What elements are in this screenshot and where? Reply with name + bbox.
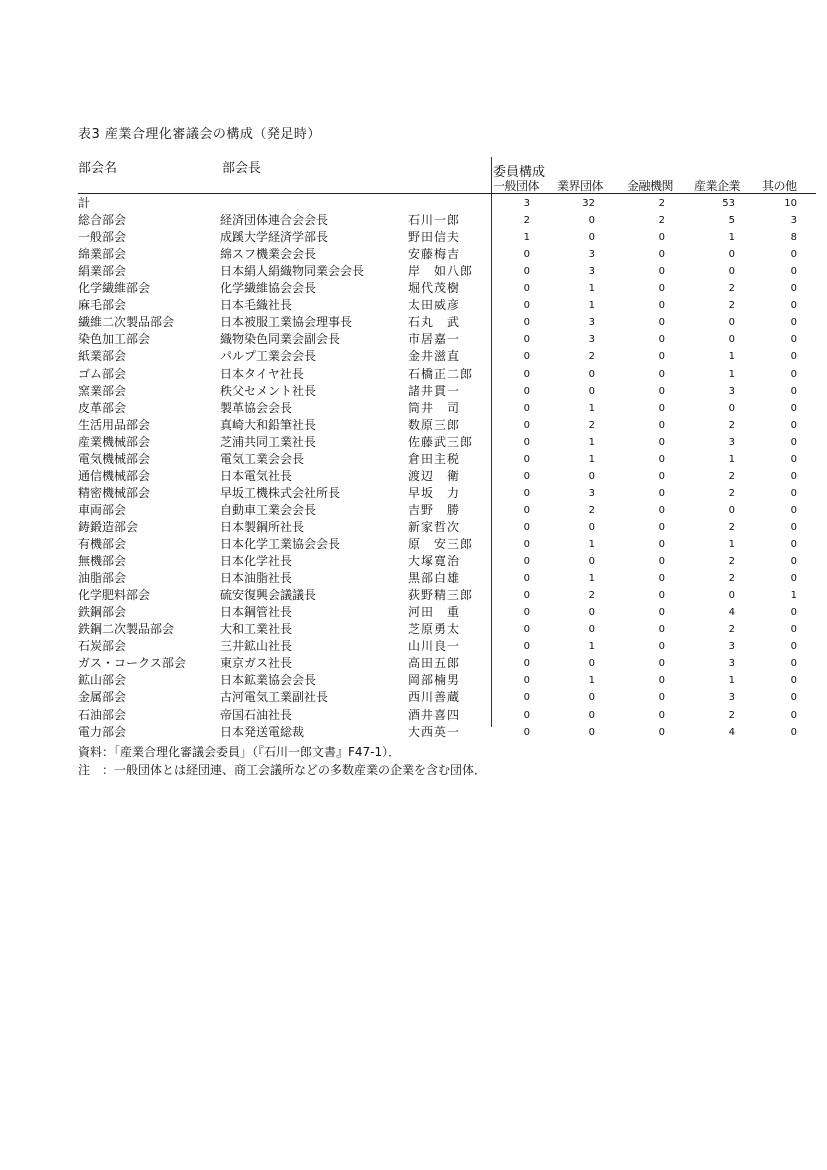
member-count: 0	[790, 419, 797, 431]
buchou-name: 金井滋直	[408, 349, 461, 364]
member-count: 8	[790, 232, 797, 244]
buchou-title: 日本鋼管社長	[220, 605, 293, 620]
member-count: 0	[588, 726, 595, 738]
member-count: 0	[728, 590, 735, 602]
bukai-name: 石油部会	[78, 707, 127, 722]
member-count: 0	[523, 521, 530, 533]
member-count: 3	[588, 334, 595, 346]
member-count: 0	[523, 658, 530, 670]
member-count: 0	[523, 556, 530, 568]
member-count: 0	[658, 266, 665, 278]
member-count: 0	[588, 692, 595, 704]
table-title: 表3 産業合理化審議会の構成（発足時）	[78, 127, 321, 142]
header-buchou: 部会長	[222, 161, 262, 176]
member-count: 0	[790, 641, 797, 653]
buchou-name: 早坂 力	[408, 485, 461, 500]
member-count: 0	[658, 368, 665, 380]
member-count: 0	[658, 249, 665, 261]
bukai-name: 電力部会	[78, 724, 127, 739]
buchou-name: 堀代茂樹	[408, 281, 461, 296]
member-count: 0	[523, 283, 530, 295]
member-count: 3	[588, 249, 595, 261]
column-divider	[491, 157, 492, 727]
member-count: 1	[588, 283, 595, 295]
buchou-title: 帝国石油社長	[220, 707, 293, 722]
member-count: 0	[790, 709, 797, 721]
header-bukai: 部会名	[78, 161, 118, 176]
buchou-title: 三井鉱山社長	[220, 639, 293, 654]
member-count: 0	[790, 658, 797, 670]
member-count: 0	[790, 266, 797, 278]
member-count: 0	[523, 300, 530, 312]
bukai-name: 通信機械部会	[78, 468, 151, 483]
member-count: 0	[658, 402, 665, 414]
buchou-name: 吉野 勝	[408, 502, 461, 517]
bukai-name: 精密機械部会	[78, 485, 151, 500]
member-count: 0	[790, 436, 797, 448]
member-count: 2	[728, 709, 735, 721]
member-count: 0	[658, 317, 665, 329]
member-count: 0	[790, 504, 797, 516]
bukai-name: 有機部会	[78, 537, 127, 551]
bukai-name: 油脂部会	[78, 571, 127, 586]
header-col-ippan: 一般団体	[493, 179, 540, 193]
bukai-name: 繊維二次製品部会	[78, 315, 175, 330]
member-count: 0	[523, 726, 530, 738]
buchou-name: 芝原勇太	[408, 622, 461, 637]
buchou-title: 日本被服工業協会理事長	[220, 315, 353, 330]
buchou-title: 硫安復興会議議長	[220, 588, 317, 603]
member-count: 0	[790, 470, 797, 482]
member-count: 0	[523, 453, 530, 465]
member-count: 0	[523, 368, 530, 380]
member-count: 0	[523, 249, 530, 261]
total-value: 32	[582, 198, 595, 209]
member-count: 0	[588, 658, 595, 670]
buchou-name: 倉田主税	[408, 451, 461, 466]
member-count: 0	[728, 402, 735, 414]
member-count: 0	[790, 607, 797, 619]
buchou-title: 大和工業社長	[220, 622, 293, 637]
member-count: 0	[588, 215, 595, 227]
member-count: 0	[523, 351, 530, 363]
buchou-name: 原 安三郎	[408, 537, 474, 551]
member-count: 0	[523, 436, 530, 448]
member-count: 0	[790, 556, 797, 568]
bukai-name: 産業機械部会	[78, 434, 151, 449]
member-count: 1	[588, 453, 595, 465]
member-count: 1	[790, 590, 797, 602]
member-count: 0	[588, 232, 595, 244]
member-count: 0	[588, 709, 595, 721]
bukai-name: 金属部会	[78, 690, 127, 705]
member-count: 0	[658, 675, 665, 687]
member-count: 2	[588, 419, 595, 431]
member-count: 0	[523, 317, 530, 329]
member-count: 0	[658, 709, 665, 721]
member-count: 3	[588, 487, 595, 499]
member-count: 0	[728, 317, 735, 329]
member-count: 3	[728, 385, 735, 397]
bukai-name: 鉄鋼部会	[78, 605, 127, 620]
total-value: 10	[784, 198, 797, 209]
member-count: 3	[728, 436, 735, 448]
member-count: 1	[588, 641, 595, 653]
member-count: 0	[523, 590, 530, 602]
member-count: 0	[523, 402, 530, 414]
member-count: 0	[658, 539, 665, 550]
buchou-title: 日本電気社長	[220, 468, 293, 483]
bukai-name: 鋳鍛造部会	[78, 519, 139, 534]
member-count: 3	[728, 692, 735, 704]
member-count: 0	[523, 539, 530, 550]
bukai-name: 生活用品部会	[78, 417, 151, 432]
bukai-name: ゴム部会	[78, 366, 127, 381]
buchou-title: 日本絹人絹織物同業会会長	[220, 264, 365, 279]
member-count: 0	[790, 249, 797, 261]
member-count: 3	[588, 266, 595, 278]
member-count: 0	[658, 590, 665, 602]
member-count: 1	[588, 436, 595, 448]
buchou-name: 太田威彦	[408, 298, 461, 313]
member-count: 2	[588, 504, 595, 516]
member-count: 0	[790, 385, 797, 397]
member-count: 0	[523, 470, 530, 482]
buchou-title: パルプ工業会会長	[220, 349, 317, 364]
member-count: 0	[790, 334, 797, 346]
buchou-name: 岸 如八郎	[408, 264, 474, 279]
member-count: 0	[790, 487, 797, 499]
member-count: 1	[588, 402, 595, 414]
member-count: 2	[523, 215, 530, 227]
member-count: 0	[790, 453, 797, 465]
buchou-name: 河田 重	[408, 605, 461, 620]
footnote: 注 ：一般団体とは経団連、商工会議所などの多数産業の企業を含む団体．	[78, 763, 487, 777]
bukai-name: 染色加工部会	[78, 332, 151, 347]
member-count: 0	[658, 470, 665, 482]
buchou-title: 日本油脂社長	[220, 571, 293, 586]
header-col-kigyo: 産業企業	[694, 179, 741, 193]
member-count: 2	[728, 487, 735, 499]
member-count: 0	[658, 453, 665, 465]
buchou-name: 酒井喜四	[408, 707, 461, 722]
member-count: 0	[790, 539, 797, 550]
member-count: 0	[588, 368, 595, 380]
member-count: 2	[728, 624, 735, 636]
member-count: 1	[588, 675, 595, 687]
bukai-name: 総合部会	[78, 213, 127, 228]
bukai-name: 皮革部会	[78, 400, 127, 415]
source-note: 資料：「産業合理化審議会委員」（『石川一郎文書』F47-1）．	[78, 745, 401, 759]
member-count: 3	[790, 215, 797, 227]
member-count: 0	[588, 385, 595, 397]
total-value: 3	[523, 198, 530, 209]
member-count: 0	[588, 521, 595, 533]
bukai-name: 一般部会	[78, 230, 127, 245]
member-count: 1	[588, 539, 595, 550]
member-count: 0	[523, 692, 530, 704]
buchou-name: 数原三郎	[408, 417, 461, 432]
header-col-sonota: 其の他	[762, 179, 797, 193]
member-count: 0	[658, 573, 665, 585]
member-count: 3	[588, 317, 595, 329]
header-col-kinyu: 金融機関	[627, 179, 674, 193]
member-count: 0	[658, 436, 665, 448]
member-count: 0	[658, 232, 665, 244]
bukai-name: 無機部会	[78, 554, 127, 569]
buchou-name: 岡部楠男	[408, 673, 461, 688]
member-count: 2	[728, 283, 735, 295]
buchou-name: 石川一郎	[408, 213, 461, 228]
member-count: 0	[523, 709, 530, 721]
member-count: 0	[790, 351, 797, 363]
buchou-title: 自動車工業会会長	[220, 502, 317, 517]
bukai-name: 絹業部会	[78, 264, 127, 279]
member-count: 0	[523, 641, 530, 653]
buchou-name: 渡辺 衛	[408, 468, 461, 483]
buchou-title: 織物染色同業会副会長	[220, 332, 341, 347]
member-count: 0	[523, 624, 530, 636]
buchou-name: 安藤梅吉	[408, 247, 461, 262]
member-count: 0	[658, 487, 665, 499]
header-iin-kousei: 委員構成	[493, 165, 546, 180]
bukai-name: 化学繊維部会	[78, 281, 151, 296]
buchou-title: 日本毛織社長	[220, 298, 293, 313]
member-count: 2	[728, 573, 735, 585]
bukai-name: 綿業部会	[78, 247, 127, 262]
buchou-title: 日本タイヤ社長	[220, 366, 304, 381]
member-count: 4	[728, 726, 735, 738]
buchou-name: 大西英一	[408, 724, 461, 739]
buchou-name: 荻野精三郎	[408, 588, 474, 603]
bukai-name: ガス・コークス部会	[78, 656, 186, 671]
member-count: 0	[523, 334, 530, 346]
member-count: 4	[728, 607, 735, 619]
member-count: 0	[523, 266, 530, 278]
member-count: 1	[588, 300, 595, 312]
buchou-name: 新家哲次	[408, 519, 461, 534]
bukai-name: 鉱山部会	[78, 673, 127, 688]
buchou-name: 石橋正二郎	[408, 366, 474, 381]
member-count: 0	[658, 726, 665, 738]
member-count: 2	[728, 419, 735, 431]
buchou-title: 東京ガス社長	[220, 656, 293, 671]
total-label: 計	[78, 196, 91, 210]
member-count: 0	[523, 487, 530, 499]
member-count: 0	[728, 504, 735, 516]
member-count: 0	[728, 249, 735, 261]
buchou-title: 成蹊大学経済学部長	[220, 230, 329, 245]
buchou-name: 諸井貫一	[408, 383, 461, 398]
member-count: 0	[588, 607, 595, 619]
member-count: 0	[790, 368, 797, 380]
member-count: 0	[658, 521, 665, 533]
member-count: 1	[728, 351, 735, 363]
buchou-title: 日本発送電総裁	[220, 724, 305, 739]
member-count: 0	[658, 556, 665, 568]
member-count: 0	[523, 607, 530, 619]
member-count: 1	[728, 453, 735, 465]
total-value: 2	[658, 198, 665, 209]
member-count: 0	[790, 521, 797, 533]
buchou-title: 綿スフ機業会会長	[220, 247, 317, 262]
member-count: 0	[658, 283, 665, 295]
member-count: 0	[790, 726, 797, 738]
member-count: 0	[588, 556, 595, 568]
member-count: 0	[658, 658, 665, 670]
header-col-gyokai: 業界団体	[557, 179, 604, 193]
bukai-name: 鉄鋼二次製品部会	[78, 622, 175, 637]
buchou-title: 日本製鋼所社長	[220, 519, 305, 534]
bukai-name: 石炭部会	[78, 639, 127, 654]
buchou-title: 化学繊維協会会長	[220, 281, 317, 296]
buchou-title: 真崎大和鉛筆社長	[220, 417, 317, 432]
member-count: 1	[588, 573, 595, 585]
buchou-title: 早坂工機株式会社所長	[220, 485, 341, 500]
buchou-name: 高田五郎	[408, 656, 461, 671]
member-count: 0	[790, 402, 797, 414]
member-count: 0	[728, 266, 735, 278]
member-count: 0	[523, 573, 530, 585]
member-count: 0	[658, 692, 665, 704]
buchou-title: 秩父セメント社長	[220, 383, 317, 398]
member-count: 2	[728, 300, 735, 312]
member-count: 2	[728, 470, 735, 482]
member-count: 0	[658, 385, 665, 397]
member-count: 2	[588, 590, 595, 602]
bukai-name: 紙業部会	[78, 349, 127, 364]
member-count: 0	[728, 334, 735, 346]
total-value: 53	[722, 198, 735, 209]
buchou-name: 石丸 武	[408, 315, 461, 330]
member-count: 5	[728, 215, 735, 227]
member-count: 0	[588, 624, 595, 636]
bukai-name: 化学肥料部会	[78, 588, 151, 603]
member-count: 2	[588, 351, 595, 363]
member-count: 0	[790, 692, 797, 704]
member-count: 0	[790, 624, 797, 636]
buchou-name: 筒井 司	[408, 400, 461, 415]
buchou-name: 黒部白雄	[408, 571, 461, 586]
member-count: 1	[728, 232, 735, 244]
buchou-name: 大塚寛治	[408, 554, 461, 569]
member-count: 0	[588, 470, 595, 482]
member-count: 0	[523, 675, 530, 687]
bukai-name: 電気機械部会	[78, 451, 151, 466]
buchou-name: 市居嘉一	[408, 332, 461, 347]
member-count: 0	[523, 419, 530, 431]
buchou-title: 日本化学社長	[220, 554, 293, 569]
member-count: 0	[658, 641, 665, 653]
member-count: 0	[658, 624, 665, 636]
member-count: 2	[728, 556, 735, 568]
member-count: 0	[658, 504, 665, 516]
bukai-name: 窯業部会	[78, 383, 127, 398]
member-count: 0	[790, 317, 797, 329]
member-count: 1	[728, 539, 735, 550]
buchou-title: 経済団体連合会会長	[220, 213, 329, 228]
member-count: 3	[728, 658, 735, 670]
member-count: 1	[728, 675, 735, 687]
member-count: 0	[658, 607, 665, 619]
member-count: 0	[790, 300, 797, 312]
buchou-title: 製革協会会長	[220, 400, 293, 415]
member-count: 0	[658, 300, 665, 312]
header-rule	[78, 193, 816, 194]
buchou-name: 野田信夫	[408, 230, 461, 245]
member-count: 0	[790, 573, 797, 585]
member-count: 0	[523, 504, 530, 516]
member-count: 0	[658, 334, 665, 346]
buchou-title: 日本化学工業協会会長	[220, 537, 341, 551]
member-count: 0	[790, 283, 797, 295]
member-count: 0	[790, 675, 797, 687]
member-count: 2	[658, 215, 665, 227]
buchou-title: 電気工業会会長	[220, 451, 305, 466]
buchou-title: 日本鉱業協会会長	[220, 673, 317, 688]
member-count: 3	[728, 641, 735, 653]
member-count: 0	[658, 351, 665, 363]
buchou-title: 古河電気工業副社長	[220, 690, 329, 705]
buchou-name: 佐藤武三郎	[408, 434, 474, 449]
member-count: 0	[658, 419, 665, 431]
buchou-name: 西川善蔵	[408, 690, 461, 705]
member-count: 2	[728, 521, 735, 533]
bukai-name: 麻毛部会	[78, 298, 127, 313]
bukai-name: 車両部会	[78, 502, 127, 517]
member-count: 1	[523, 232, 530, 244]
buchou-title: 芝浦共同工業社長	[220, 434, 317, 449]
buchou-name: 山川良一	[408, 639, 461, 654]
member-count: 0	[523, 385, 530, 397]
member-count: 1	[728, 368, 735, 380]
